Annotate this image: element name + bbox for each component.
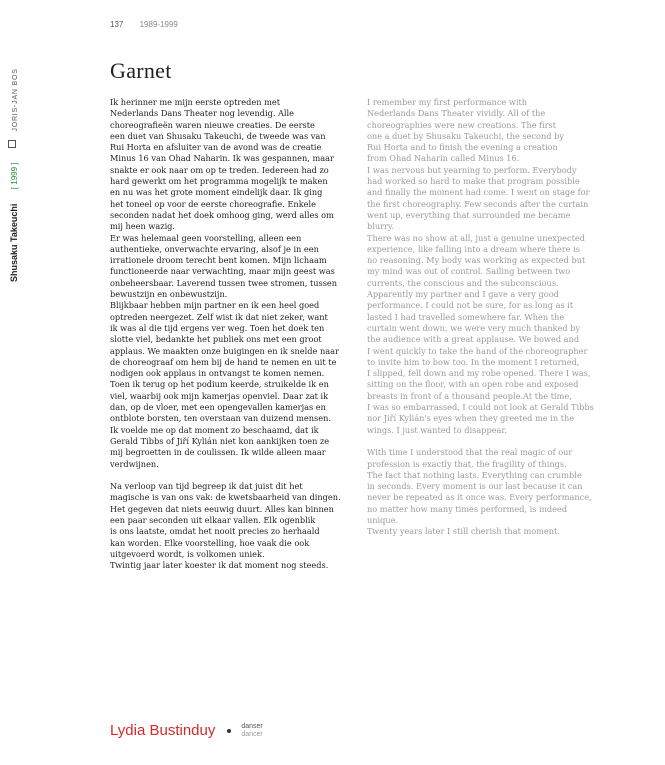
sidebar-year: [ 1999 ] bbox=[10, 162, 19, 190]
sidebar bbox=[4, 68, 34, 490]
dutch-paragraph-2: Na verloop van tijd begreep ik dat juist dit het magische is van ons vak: de kwetsbaarheid van dingen. Het gegeven dat niets eeuwig duurt. Alles kan binnen een paar seconden uit elkaar vallen. Elk ogenblik is ons laatste, omdat het nooit precies zo herhaald kan worden. Elke voorstelling, hoe vaak die ook uitgevoerd wordt, is volkomen uniek. Twintig jaar later koester ik dat moment nog steeds. bbox=[110, 481, 341, 571]
sidebar-author: JORIS-JAN BOS bbox=[12, 68, 19, 132]
role-dutch: danser bbox=[241, 722, 263, 730]
author-footer bbox=[110, 722, 263, 739]
square-bullet-icon bbox=[8, 140, 16, 148]
role-english: dancer bbox=[241, 730, 263, 738]
english-paragraph-2: With time I understood that the real magic of our profession is exactly that, the fragility of things. The fact that nothing lasts. Everything can crumble in seconds. Every moment is our last because it can never be repeated as it once was. Every performance, no matter how many times performed, is indeed unique. Twenty years later I still cherish that moment. bbox=[367, 447, 592, 537]
page-number: 137 bbox=[110, 20, 124, 29]
dutch-paragraph-1: Ik herinner me mijn eerste optreden met Nederlands Dans Theater nog levendig. Alle choreografieën waren nieuwe creaties. De eerste een duet van Shusaku Takeuchi, de tweede was van Rui Horta en afsluiter van de avond was de creatie Minus 16 van Ohad Naharin. Ik was gespannen, maar snakte er ook naar om op te treden. Iedereen had zo hard gewerkt om het programma mogelijk te maken en nu was het grote moment eindelijk daar. Ik ging het toneel op voor de eerste choreografie. Enkele seconden nadat het doek omhoog ging, werd alles om mij heen wazig. Er was helemaal geen voorstelling, alleen een authentieke, onverwachte ervaring, alsof je in een irrationele droom terecht bent komen. Mijn lichaam functioneerde naar verwachting, maar mijn geest was onbeheersbaar. Laverend tussen twee stromen, tussen bewustzijn en onbewustzijn. Blijkbaar hebben mijn partner en ik een heel goed optreden neergezet. Zelf wist ik dat niet zeker, want ik was al die tijd ergens ver weg. Toen het doek ten slotte viel, bedankte het publiek ons met een groot applaus. We maakten onze buigingen en ik snelde naar de choreograaf om hem bij de hand te nemen en uit te nodigen ook applaus in ontvangst te komen nemen. Toen ik terug op het podium keerde, struikelde ik en viel, waarbij ook mijn kamerjas openviel. Daar zat ik dan, op de vloer, met een opengevallen kamerjas en ontblote borsten, ten overstaan van duizend mensen. Ik voelde me op dat moment zo beschaamd, dat ik Gerald Tibbs of Jiří Kylián niet kon aankijken toen ze mij begroetten in de coulissen. Ik wilde alleen maar verdwijnen. bbox=[110, 97, 339, 469]
year-range: 1989-1999 bbox=[139, 20, 178, 29]
english-column bbox=[367, 97, 612, 538]
bullet-dot-icon bbox=[227, 729, 231, 733]
dutch-column bbox=[110, 97, 355, 571]
sidebar-work-title: Shusaku Takeuchi bbox=[9, 203, 19, 282]
page-title: Garnet bbox=[110, 58, 172, 83]
english-paragraph-1: I remember my first performance with Nederlands Dans Theater vividly. All of the choreographies were new creations. The first one a duet by Shusaku Takeuchi, the second by Rui Horta and to finish the evening a creation from Ohad Naharin called Minus 16. I was nervous but yearning to perform. Everybody had worked so hard to make that program possible and finally the moment had come. I went on stage for the first choreography. Few seconds after the curtain went up, everything that surrounded me became blurry. There was no show at all, just a genuine unexpected experience, like falling into a dream where there is no reasoning. My body was working as expected but my mind was out of control. Sailing between two currents, the conscious and the subconscious. Apparently my partner and I gave a very good performance. I could not be sure, for as long as it lasted I had travelled somewhere far. When the curtain went down, we were very much thanked by the audience with a great applause. We bowed and I went quickly to take the hand of the choreographer to invite him to bow too. In the moment I returned, I slipped, fell down and my robe opened. There I was, sitting on the floor, with an open robe and exposed breasts in front of a thousand people.At the time, I was so embarrassed, I could not look at Gerald Tibbs nor Jiří Kylián's eyes when they greeted me in the wings. I just wanted to disappear. bbox=[367, 97, 594, 435]
page-header bbox=[110, 20, 178, 29]
author-roles bbox=[241, 723, 262, 739]
author-name: Lydia Bustinduy bbox=[110, 722, 216, 739]
